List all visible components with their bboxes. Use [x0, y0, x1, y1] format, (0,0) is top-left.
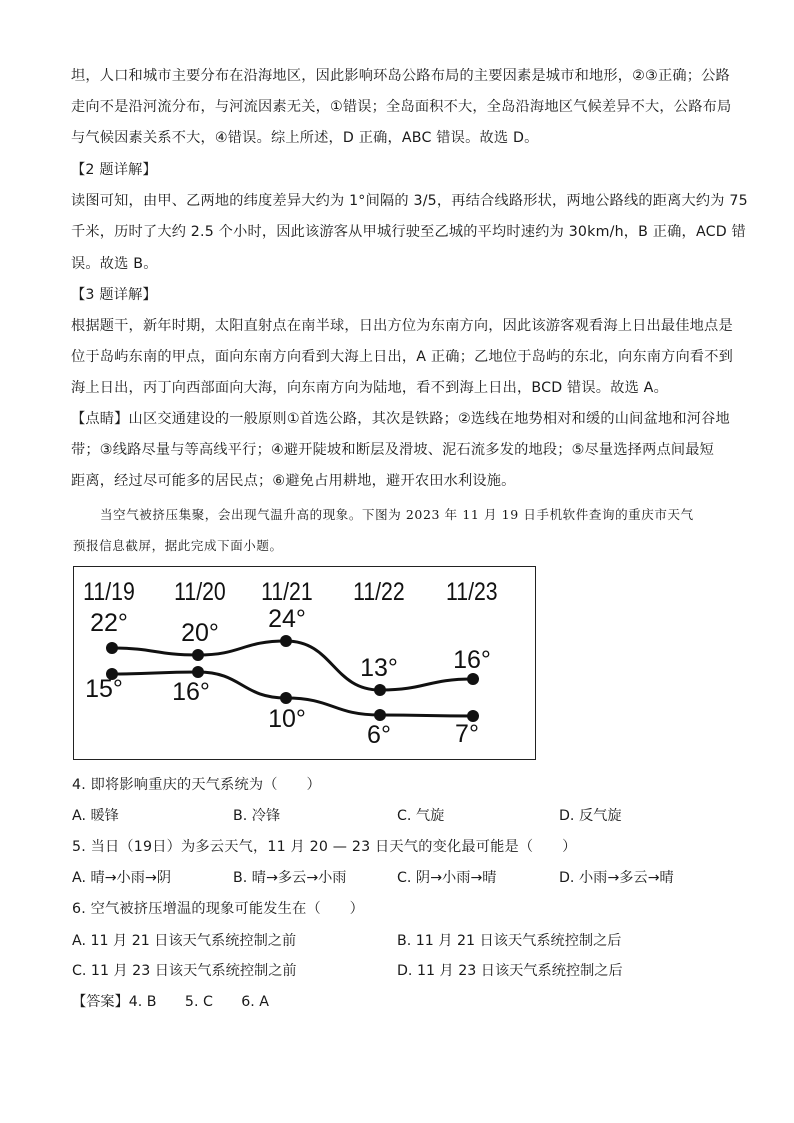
explanation-line: 海上日出，丙丁向西部面向大海，向东南方向为陆地，看不到海上日出，BCD 错误。故选 A。 — [71, 380, 668, 396]
high-temp-label: 20° — [181, 619, 219, 647]
question-stem: 6. 空气被挤压增温的现象可能发生在（ ） — [72, 901, 365, 917]
high-temp-label: 13° — [360, 654, 398, 682]
high-temp-label: 24° — [268, 605, 306, 633]
option-b[interactable]: B. 11 月 21 日该天气系统控制之后 — [397, 933, 622, 949]
high-temp-point — [374, 684, 386, 696]
low-temp-label: 7° — [455, 720, 479, 748]
explanation-line: 坦，人口和城市主要分布在沿海地区，因此影响环岛公路布局的主要因素是城市和地形，②③正确；公路 — [71, 68, 730, 84]
explanation-line: 千米，历时了大约 2.5 个小时，因此该游客从甲城行驶至乙城的平均时速约为 30km/h，B 正确，ACD 错 — [71, 224, 746, 240]
answer-values: 4. B 5. C 6. A — [128, 994, 269, 1010]
high-temp-point — [192, 649, 204, 661]
question-intro: 预报信息截屏，据此完成下面小题。 — [73, 538, 283, 553]
high-temp-label: 22° — [90, 609, 128, 637]
low-temp-point — [192, 666, 204, 678]
high-temp-point — [106, 642, 118, 654]
option-d[interactable]: D. 反气旋 — [559, 808, 622, 824]
option-c[interactable]: C. 11 月 23 日该天气系统控制之前 — [72, 963, 297, 979]
date-label: 11/20 — [174, 577, 226, 606]
option-b[interactable]: B. 冷锋 — [233, 808, 281, 824]
low-temp-label: 16° — [172, 678, 210, 706]
option-b[interactable]: B. 晴→多云→小雨 — [233, 870, 347, 886]
tip-line: 距离，经过尽可能多的居民点；⑥避免占用耕地，避开农田水利设施。 — [71, 473, 516, 489]
option-d[interactable]: D. 11 月 23 日该天气系统控制之后 — [397, 963, 623, 979]
answer-label: 【答案】 — [72, 994, 129, 1010]
option-c[interactable]: C. 气旋 — [397, 808, 445, 824]
high-temp-line — [112, 641, 473, 690]
high-temp-point — [280, 635, 292, 647]
high-temp-label: 16° — [453, 646, 491, 674]
explanation-line: 与气候因素关系不大，④错误。综上所述，D 正确，ABC 错误。故选 D。 — [71, 130, 539, 146]
option-c[interactable]: C. 阴→小雨→晴 — [397, 870, 497, 886]
explanation-line: 位于岛屿东南的甲点，面向东南方向看到大海上日出，A 正确；乙地位于岛屿的东北，向东南方向看不到 — [71, 349, 734, 365]
question-stem: 5. 当日（19日）为多云天气，11 月 20 — 23 日天气的变化最可能是（ ） — [72, 839, 577, 855]
high-temp-point — [467, 673, 479, 685]
weather-forecast-chart — [73, 566, 536, 760]
option-a[interactable]: A. 晴→小雨→阴 — [72, 870, 172, 886]
option-a[interactable]: A. 暖锋 — [72, 808, 119, 824]
low-temp-point — [374, 709, 386, 721]
section-heading: 【2 题详解】 — [71, 162, 157, 178]
explanation-line: 走向不是沿河流分布，与河流因素无关，①错误；全岛面积不大，全岛沿海地区气候差异不大，公路布局 — [71, 99, 732, 115]
low-temp-label: 15° — [85, 675, 123, 703]
low-temp-point — [280, 692, 292, 704]
tip-line: 带；③线路尽量与等高线平行；④避开陡坡和断层及滑坡、泥石流多发的地段；⑤尽量选择两点间最短 — [71, 442, 715, 458]
option-a[interactable]: A. 11 月 21 日该天气系统控制之前 — [72, 933, 297, 949]
option-d[interactable]: D. 小雨→多云→晴 — [559, 870, 674, 886]
date-label: 11/23 — [446, 577, 498, 606]
explanation-line: 误。故选 B。 — [71, 256, 158, 272]
question-intro: 当空气被挤压集聚，会出现气温升高的现象。下图为 2023 年 11 月 19 日手机软件查询的重庆市天气 — [100, 507, 694, 522]
date-label: 11/21 — [261, 577, 313, 606]
low-temp-label: 6° — [367, 721, 391, 749]
explanation-line: 读图可知，由甲、乙两地的纬度差异大约为 1°间隔的 3/5，再结合线路形状，两地公路线的距离大约为 75 — [71, 193, 748, 209]
question-stem: 4. 即将影响重庆的天气系统为（ ） — [72, 777, 321, 793]
section-heading: 【3 题详解】 — [71, 287, 157, 303]
date-label: 11/19 — [83, 577, 135, 606]
answer-line — [72, 992, 269, 1012]
tip-line: 【点睛】山区交通建设的一般原则①首选公路，其次是铁路；②选线在地势相对和缓的山间盆地和河谷地 — [71, 411, 730, 427]
temperature-chart-svg — [74, 567, 537, 761]
date-label: 11/22 — [353, 577, 405, 606]
low-temp-label: 10° — [268, 705, 306, 733]
explanation-line: 根据题干，新年时期，太阳直射点在南半球，日出方位为东南方向，因此该游客观看海上日出最佳地点是 — [71, 318, 733, 334]
